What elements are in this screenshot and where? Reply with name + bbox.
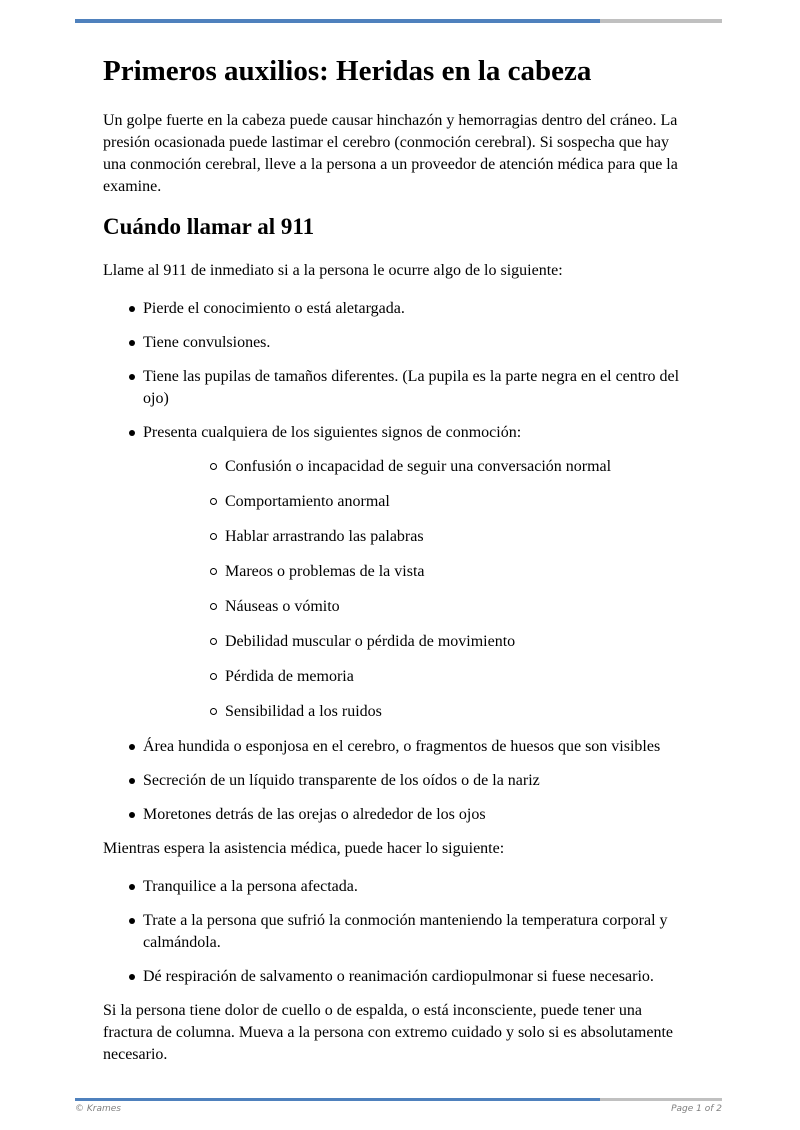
header-rule-gray-segment xyxy=(600,19,722,23)
header-rule xyxy=(75,19,722,23)
list-item-text: Tranquilice a la persona afectada. xyxy=(143,878,358,895)
sublist-item xyxy=(143,596,693,618)
bullet-circle-icon xyxy=(210,498,217,505)
bullet-disc-icon xyxy=(129,744,135,750)
list-item-text: Pierde el conocimiento o está aletargada. xyxy=(143,300,405,317)
list-item xyxy=(103,910,693,954)
list-item-text: Tiene convulsiones. xyxy=(143,334,271,351)
list-item-text: Tiene las pupilas de tamaños diferentes. (La pupila es la parte negra en el centro del ojo) xyxy=(143,368,680,407)
sublist-item xyxy=(143,701,693,723)
closing-paragraph: Si la persona tiene dolor de cuello o de espalda, o está inconsciente, puede tener una fractura de columna. Mueva a la persona con extremo cuidado y solo si es absolutamente necesario. xyxy=(103,1002,674,1063)
list-item-text: Secreción de un líquido transparente de los oídos o de la nariz xyxy=(143,772,540,789)
bullet-circle-icon xyxy=(210,638,217,645)
sublist-item-text: Confusión o incapacidad de seguir una conversación normal xyxy=(225,458,612,475)
list-item-text: Trate a la persona que sufrió la conmoción manteniendo la temperatura corporal y calmándola. xyxy=(143,912,668,951)
copyright-text: © Krames xyxy=(75,1104,121,1114)
footer-rule xyxy=(75,1098,722,1101)
sublist-item xyxy=(143,456,693,478)
bullet-circle-icon xyxy=(210,533,217,540)
list-item xyxy=(103,966,693,988)
list-item xyxy=(103,876,693,898)
sublist-item-text: Comportamiento anormal xyxy=(225,493,390,510)
header-rule-blue-segment xyxy=(75,19,600,23)
while-waiting-list xyxy=(103,876,693,988)
list-item xyxy=(103,298,693,320)
list-item xyxy=(103,804,693,826)
emergency-signs-list xyxy=(103,298,693,826)
sublist-item xyxy=(143,561,693,583)
list-item xyxy=(103,332,693,354)
section-heading-when-to-call: Cuándo llamar al 911 xyxy=(103,214,315,239)
bullet-circle-icon xyxy=(210,708,217,715)
bullet-disc-icon xyxy=(129,884,135,890)
bullet-disc-icon xyxy=(129,374,135,380)
sublist-item-text: Náuseas o vómito xyxy=(225,598,340,615)
bullet-disc-icon xyxy=(129,974,135,980)
bullet-disc-icon xyxy=(129,812,135,818)
sublist-item xyxy=(143,666,693,688)
footer-rule-gray-segment xyxy=(600,1098,722,1101)
page-number: Page 1 of 2 xyxy=(671,1104,722,1114)
sublist-item xyxy=(143,631,693,653)
list-item-text: Área hundida o esponjosa en el cerebro, o fragmentos de huesos que son visibles xyxy=(143,738,661,755)
list-item-text: Dé respiración de salvamento o reanimación cardiopulmonar si fuese necesario. xyxy=(143,968,654,985)
while-waiting-lead: Mientras espera la asistencia médica, puede hacer lo siguiente: xyxy=(103,840,505,857)
bullet-circle-icon xyxy=(210,673,217,680)
footer-rule-blue-segment xyxy=(75,1098,600,1101)
bullet-circle-icon xyxy=(210,463,217,470)
list-item xyxy=(103,422,693,723)
list-item-text: Moretones detrás de las orejas o alrededor de los ojos xyxy=(143,806,486,823)
intro-paragraph: Un golpe fuerte en la cabeza puede causar hinchazón y hemorragias dentro del cráneo. La presión ocasionada puede lastimar el cerebro (conmoción cerebral). Si sospecha que hay una conmoción cerebral, lleve a la persona a un proveedor de atención médica para que la examine. xyxy=(103,112,678,195)
footer-text-row xyxy=(75,1104,722,1114)
document-body xyxy=(103,52,693,1080)
sublist-item xyxy=(143,491,693,513)
bullet-disc-icon xyxy=(129,430,135,436)
bullet-circle-icon xyxy=(210,568,217,575)
list-item-text: Presenta cualquiera de los siguientes signos de conmoción: xyxy=(143,424,522,441)
bullet-circle-icon xyxy=(210,603,217,610)
bullet-disc-icon xyxy=(129,306,135,312)
sublist-item xyxy=(143,526,693,548)
sublist-item-text: Pérdida de memoria xyxy=(225,668,354,685)
bullet-disc-icon xyxy=(129,340,135,346)
page-title: Primeros auxilios: Heridas en la cabeza xyxy=(103,55,592,87)
page-footer xyxy=(75,1098,722,1114)
list-item xyxy=(103,736,693,758)
sublist-item-text: Mareos o problemas de la vista xyxy=(225,563,425,580)
list-item xyxy=(103,770,693,792)
bullet-disc-icon xyxy=(129,778,135,784)
sublist-item-text: Sensibilidad a los ruidos xyxy=(225,703,382,720)
list-item xyxy=(103,366,693,410)
sublist-item-text: Hablar arrastrando las palabras xyxy=(225,528,424,545)
bullet-disc-icon xyxy=(129,918,135,924)
call-911-lead: Llame al 911 de inmediato si a la persona le ocurre algo de lo siguiente: xyxy=(103,262,563,279)
concussion-signs-sublist xyxy=(143,456,693,723)
sublist-item-text: Debilidad muscular o pérdida de movimiento xyxy=(225,633,516,650)
